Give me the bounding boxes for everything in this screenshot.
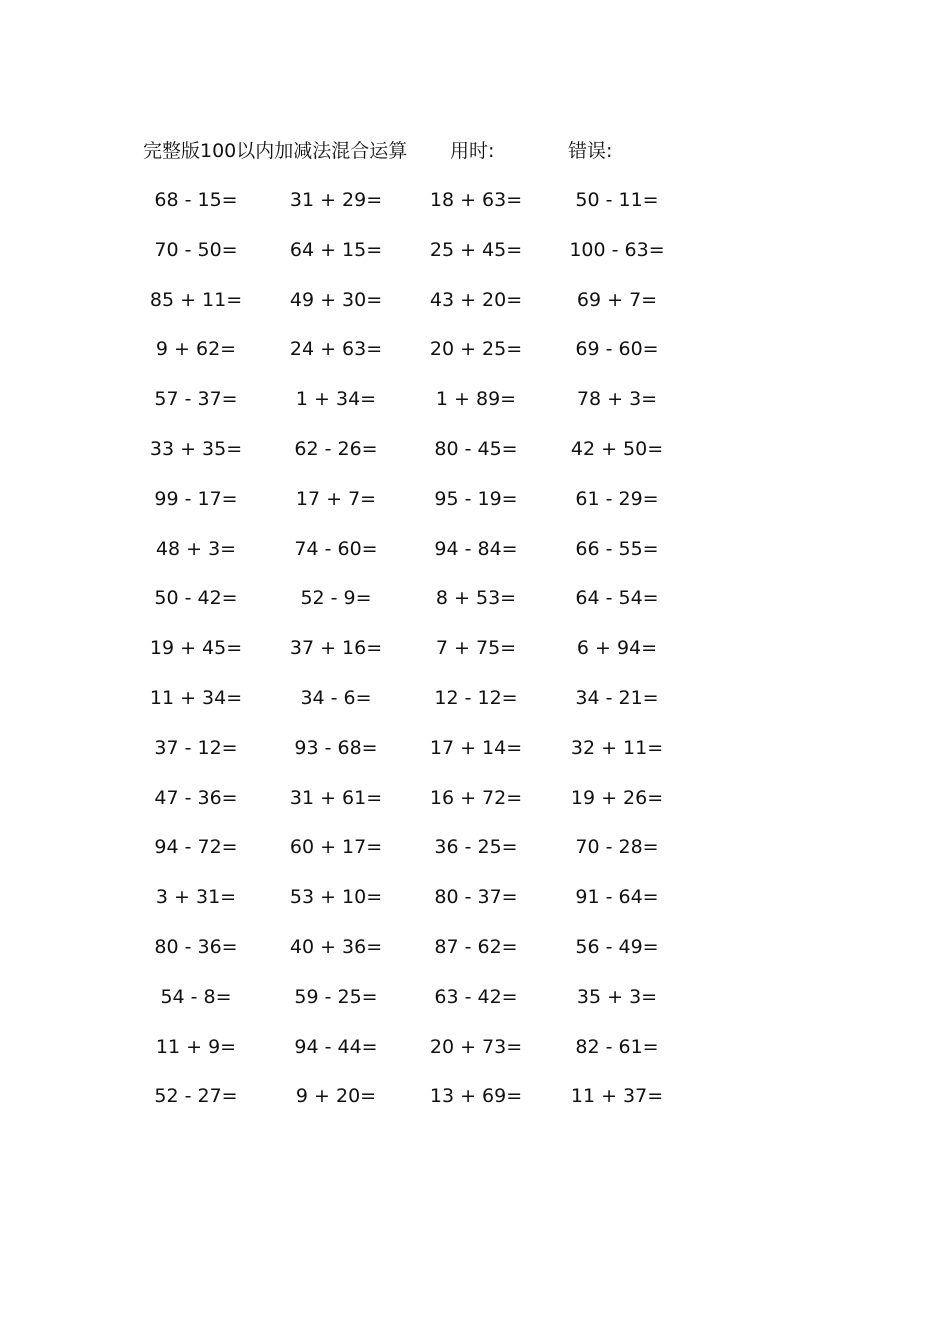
math-problem: 53 + 10= xyxy=(289,886,383,909)
problem-row xyxy=(0,784,950,834)
problem-row xyxy=(0,634,950,684)
math-problem: 49 + 30= xyxy=(289,288,383,311)
math-problem: 48 + 3= xyxy=(155,537,237,560)
math-problem: 74 - 60= xyxy=(294,537,378,560)
math-problem: 80 - 45= xyxy=(434,437,518,460)
worksheet-header xyxy=(143,137,703,165)
math-problem: 70 - 50= xyxy=(154,238,238,261)
math-problem: 25 + 45= xyxy=(429,238,523,261)
math-problem: 57 - 37= xyxy=(154,388,238,411)
math-problem: 80 - 36= xyxy=(154,935,238,958)
math-problem: 52 - 27= xyxy=(154,1085,238,1108)
math-problem: 94 - 84= xyxy=(434,537,518,560)
math-problem: 9 + 62= xyxy=(155,338,237,361)
math-problem: 17 + 7= xyxy=(295,487,377,510)
math-problem: 100 - 63= xyxy=(569,238,665,261)
math-problem: 94 - 72= xyxy=(154,836,238,859)
math-problem: 8 + 53= xyxy=(435,587,517,610)
worksheet-title: 完整版100以内加减法混合运算 xyxy=(143,140,408,162)
problem-row xyxy=(0,933,950,983)
problem-row xyxy=(0,833,950,883)
math-problem: 64 + 15= xyxy=(289,238,383,261)
math-problem: 1 + 34= xyxy=(295,388,377,411)
math-problem: 19 + 26= xyxy=(570,786,664,809)
problem-row xyxy=(0,734,950,784)
math-problem: 99 - 17= xyxy=(154,487,238,510)
problem-row xyxy=(0,883,950,933)
math-problem: 56 - 49= xyxy=(575,935,659,958)
math-problem: 60 + 17= xyxy=(289,836,383,859)
problem-row xyxy=(0,535,950,585)
math-problem: 94 - 44= xyxy=(294,1035,378,1058)
math-problem: 66 - 55= xyxy=(575,537,659,560)
problem-row xyxy=(0,385,950,435)
math-problem: 91 - 64= xyxy=(575,886,659,909)
problem-row xyxy=(0,485,950,535)
error-count-label: 错误: xyxy=(568,140,613,162)
problem-row xyxy=(0,286,950,336)
math-problem: 50 - 11= xyxy=(575,189,659,211)
math-problem: 37 - 12= xyxy=(154,736,238,759)
problem-row xyxy=(0,236,950,286)
math-problem: 32 + 11= xyxy=(570,736,664,759)
math-problem: 37 + 16= xyxy=(289,637,383,660)
math-problem: 82 - 61= xyxy=(575,1035,659,1058)
math-problem: 34 - 6= xyxy=(300,686,372,709)
math-problem: 54 - 8= xyxy=(160,985,232,1008)
math-problem: 20 + 25= xyxy=(429,338,523,361)
math-problem: 11 + 34= xyxy=(149,686,243,709)
problem-row xyxy=(0,1033,950,1083)
math-problem: 33 + 35= xyxy=(149,437,243,460)
problem-row xyxy=(0,335,950,385)
math-problem: 20 + 73= xyxy=(429,1035,523,1058)
math-problem: 18 + 63= xyxy=(429,189,523,211)
math-problem: 40 + 36= xyxy=(289,935,383,958)
problem-row xyxy=(0,1082,950,1132)
math-problem: 87 - 62= xyxy=(434,935,518,958)
problem-row xyxy=(0,983,950,1033)
math-problem: 50 - 42= xyxy=(154,587,238,610)
math-problem: 69 + 7= xyxy=(576,288,658,311)
problem-grid xyxy=(0,186,950,1132)
math-problem: 59 - 25= xyxy=(294,985,378,1008)
math-problem: 35 + 3= xyxy=(576,985,658,1008)
math-problem: 52 - 9= xyxy=(300,587,372,610)
math-problem: 85 + 11= xyxy=(149,288,243,311)
math-problem: 11 + 9= xyxy=(155,1035,237,1058)
math-problem: 13 + 69= xyxy=(429,1085,523,1108)
problem-row xyxy=(0,584,950,634)
math-problem: 31 + 29= xyxy=(289,189,383,211)
math-problem: 47 - 36= xyxy=(154,786,238,809)
math-problem: 9 + 20= xyxy=(295,1085,377,1108)
math-problem: 64 - 54= xyxy=(575,587,659,610)
problem-row xyxy=(0,684,950,734)
time-used-label: 用时: xyxy=(450,140,495,162)
math-problem: 16 + 72= xyxy=(429,786,523,809)
math-problem: 69 - 60= xyxy=(575,338,659,361)
math-problem: 70 - 28= xyxy=(575,836,659,859)
math-problem: 68 - 15= xyxy=(154,189,238,211)
problem-row xyxy=(0,435,950,485)
math-problem: 93 - 68= xyxy=(294,736,378,759)
math-problem: 6 + 94= xyxy=(576,637,658,660)
problem-row xyxy=(0,186,950,236)
math-problem: 24 + 63= xyxy=(289,338,383,361)
math-problem: 43 + 20= xyxy=(429,288,523,311)
math-problem: 42 + 50= xyxy=(570,437,664,460)
math-problem: 61 - 29= xyxy=(575,487,659,510)
math-problem: 12 - 12= xyxy=(434,686,518,709)
math-problem: 19 + 45= xyxy=(149,637,243,660)
math-problem: 17 + 14= xyxy=(429,736,523,759)
math-problem: 3 + 31= xyxy=(155,886,237,909)
math-problem: 63 - 42= xyxy=(434,985,518,1008)
math-problem: 34 - 21= xyxy=(575,686,659,709)
math-problem: 36 - 25= xyxy=(434,836,518,859)
math-problem: 80 - 37= xyxy=(434,886,518,909)
math-problem: 62 - 26= xyxy=(294,437,378,460)
math-problem: 31 + 61= xyxy=(289,786,383,809)
math-problem: 1 + 89= xyxy=(435,388,517,411)
math-problem: 7 + 75= xyxy=(435,637,517,660)
math-problem: 78 + 3= xyxy=(576,388,658,411)
math-problem: 95 - 19= xyxy=(434,487,518,510)
math-problem: 11 + 37= xyxy=(570,1085,664,1108)
